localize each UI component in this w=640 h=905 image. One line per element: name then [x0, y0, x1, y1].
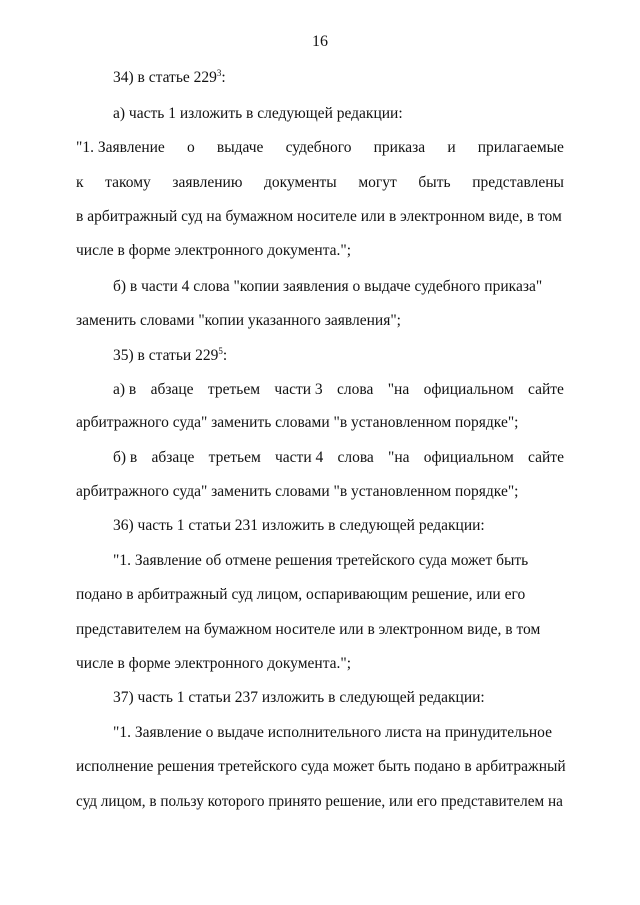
text-line: представителем на бумажном носителе или в электронном виде, в том	[76, 621, 541, 638]
text-line: суд лицом, в пользу которого принято решение, или его представителем на	[76, 793, 563, 810]
page-number: 16	[312, 33, 328, 50]
text-line: подано в арбитражный суд лицом, оспаривающим решение, или его	[76, 586, 526, 603]
justified-line: "1. Заявление о выдаче судебного приказа и прилагаемые	[76, 139, 564, 156]
text-line: арбитражного суда" заменить словами "в установленном порядке";	[76, 414, 519, 431]
text-line: а) часть 1 изложить в следующей редакции:	[113, 105, 403, 122]
justified-line: б) в абзаце третьем части 4 слова "на официальном сайте	[113, 449, 564, 466]
justified-line: а) в абзаце третьем части 3 слова "на официальном сайте	[113, 381, 564, 398]
text-line: "1. Заявление об отмене решения третейского суда может быть	[113, 552, 529, 569]
justified-line: к такому заявлению документы могут быть представлены	[76, 174, 564, 191]
item-35-heading: 35) в статьи $229^5$:	[113, 345, 228, 364]
text-line: 37) часть 1 статьи 237 изложить в следующей редакции:	[113, 689, 485, 706]
text-line: 36) часть 1 статьи 231 изложить в следующей редакции:	[113, 517, 485, 534]
text-line: б) в части 4 слова "копии заявления о выдаче судебного приказа"	[113, 278, 543, 295]
text-line: в арбитражный суд на бумажном носителе или в электронном виде, в том	[76, 208, 562, 225]
item-34-heading: 34) в статье $229^3$:	[113, 67, 226, 86]
text-line: арбитражного суда" заменить словами "в установленном порядке";	[76, 483, 519, 500]
text-line: заменить словами "копии указанного заявления";	[76, 312, 401, 329]
text-line: "1. Заявление о выдаче исполнительного листа на принудительное	[113, 724, 553, 741]
text-line: исполнение решения третейского суда может быть подано в арбитражный	[76, 758, 566, 775]
text-line: числе в форме электронного документа.";	[76, 242, 352, 259]
text-line: числе в форме электронного документа.";	[76, 655, 352, 672]
